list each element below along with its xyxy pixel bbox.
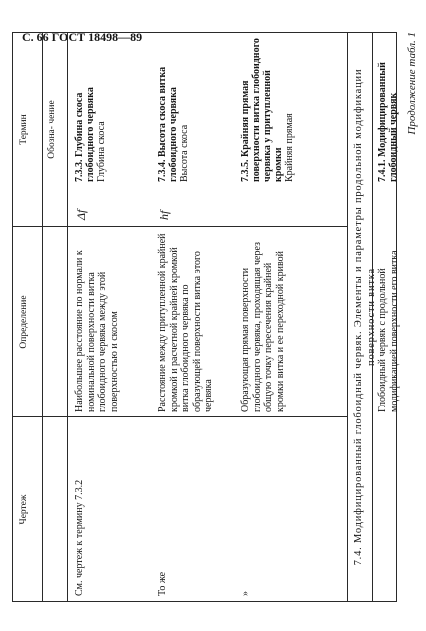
row-1-symbol: Δf [74, 209, 88, 220]
col-line-2 [12, 226, 347, 227]
header-drawing: Чертеж [19, 494, 29, 525]
continuation-label: Продолжение табл. 1 [406, 32, 418, 135]
row-3-drawing: » [240, 591, 251, 596]
section-line-top [347, 32, 348, 602]
header-symbol: Обозна- чение [47, 100, 57, 159]
col-line-1 [12, 416, 347, 417]
row-3-term-name: 7.3.5. Крайняя прямая поверхности витка глобоидного червяка у притупленной кромки [240, 38, 284, 182]
row-1-drawing: См. чертеж к термину 7.3.2 [74, 479, 85, 596]
header-line-2 [67, 32, 68, 602]
row-2-term-alt: Высота скоса [179, 124, 190, 182]
header-definition: Определение [19, 295, 29, 349]
row-2-definition: Расстояние между притупленной крайней кромкой и расчетной крайней кромкой витка глобоидного червяка по образующей поверхности витка этого червяка [157, 233, 214, 412]
row-3-definition: Образующая прямая поверхности глобоидного червяка, проходящая через общую точку пересечения крайней кромки витка и ее переходной кривой [240, 242, 286, 412]
row-1-term [74, 37, 107, 182]
row-2-term-name: 7.3.4. Высота скоса витка глобоидного червяка [157, 66, 179, 182]
row-2-symbol: hf [157, 210, 171, 220]
section-line-bottom [372, 32, 373, 602]
header-line-1 [42, 32, 43, 602]
last-row-term: 7.4.1. Модифицированный глобоидный червяк [377, 62, 399, 182]
last-row-definition: Глобоидный червяк с продольной модификацией поверхности его витка [377, 250, 400, 412]
section-heading: 7.4. Модифицированный глобоидный червяк. Элементы и параметры продольной модификации поверхности витка [353, 68, 377, 566]
header-term: Термин [19, 114, 29, 145]
row-2-term [157, 37, 190, 182]
row-1-definition: Наибольшее расстояние по нормали к номинальной поверхности витка глобоидного червяка между этой поверхностью и скосом [74, 250, 120, 412]
row-3-term-alt: Крайняя прямая [284, 113, 295, 182]
row-3-term [240, 37, 295, 182]
page-header: С. 66 ГОСТ 18498—89 [22, 30, 143, 44]
row-1-term-alt: Глубина скоса [96, 121, 107, 182]
row-1-term-name: 7.3.3. Глубина скоса глобоидного червяка [74, 87, 96, 182]
row-2-drawing: То же [157, 571, 168, 596]
rotated-table-page [12, 32, 418, 602]
